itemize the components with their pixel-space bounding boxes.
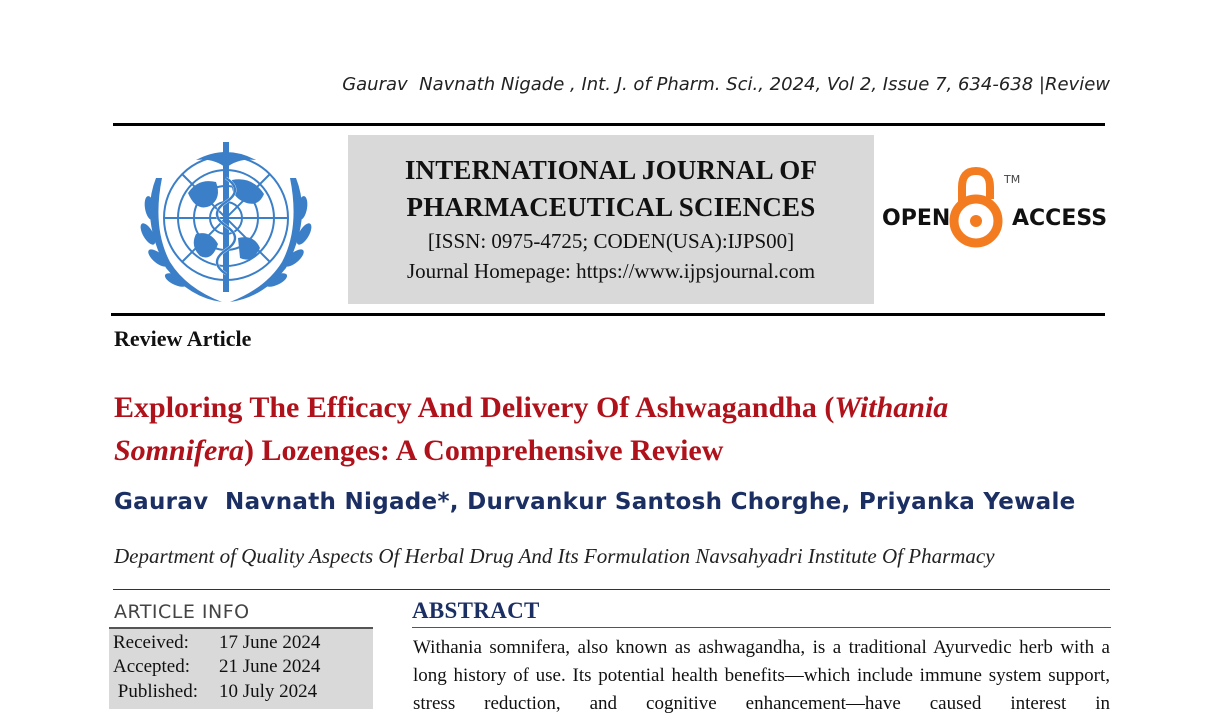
- info-label: Accepted:: [113, 656, 191, 677]
- journal-emblem-logo: [126, 138, 326, 306]
- affiliation: Department of Quality Aspects Of Herbal Drug And Its Formulation Navsahyadri Institute Of Pharmacy: [114, 544, 995, 568]
- title-species-name: Withania Somnifera: [114, 391, 949, 467]
- info-label: Published:: [113, 681, 198, 702]
- affiliation-rule: [113, 589, 1110, 590]
- info-row-accepted: [113, 656, 320, 678]
- info-row-received: [113, 632, 320, 654]
- top-rule: [113, 123, 1105, 126]
- running-head: Gaurav Navnath Nigade , Int. J. of Pharm. Sci., 2024, Vol 2, Issue 7, 634-638 |Review: [342, 74, 1110, 95]
- info-value: 21 June 2024: [219, 656, 321, 677]
- article-title: [114, 386, 1074, 472]
- journal-issn: [ISSN: 0975-4725; CODEN(USA):IJPS00]: [427, 229, 795, 253]
- open-access-logo: [880, 165, 1110, 255]
- article-info-box: [109, 627, 373, 709]
- article-type: Review Article: [114, 326, 252, 351]
- open-lock-keyhole-icon: [970, 215, 982, 227]
- title-part-1: Exploring The Efficacy And Delivery Of Ashwagandha (: [114, 391, 835, 424]
- abstract-text: Withania somnifera, also known as ashwagandha, is a traditional Ayurvedic herb with a long history of use. Its potential health benefits—which include immune system support, stress reduction, and cognitive enhancement—have caused interest in: [413, 637, 1110, 714]
- abstract-heading: ABSTRACT: [412, 598, 540, 623]
- journal-banner: [348, 135, 874, 304]
- open-access-left-text: OPEN: [882, 206, 951, 231]
- info-label: Received:: [113, 632, 189, 653]
- info-value: 10 July 2024: [219, 681, 318, 702]
- open-access-right-text: ACCESS: [1012, 206, 1108, 231]
- abstract-rule: [412, 627, 1111, 628]
- info-value: 17 June 2024: [219, 632, 321, 653]
- journal-homepage: Journal Homepage: https://www.ijpsjournal.com: [406, 259, 816, 283]
- title-part-2: ) Lozenges: A Comprehensive Review: [244, 434, 724, 467]
- journal-name-line-2: PHARMACEUTICAL SCIENCES: [406, 192, 816, 222]
- journal-name: [348, 152, 874, 226]
- journal-name-line-1: INTERNATIONAL JOURNAL OF: [404, 155, 818, 185]
- author-list: Gaurav Navnath Nigade*, Durvankur Santosh Chorghe, Priyanka Yewale: [114, 489, 1076, 515]
- article-info-heading: ARTICLE INFO: [114, 601, 250, 623]
- info-row-published: [113, 681, 317, 703]
- trademark-mark: TM: [1004, 173, 1021, 186]
- banner-bottom-rule: [111, 313, 1105, 316]
